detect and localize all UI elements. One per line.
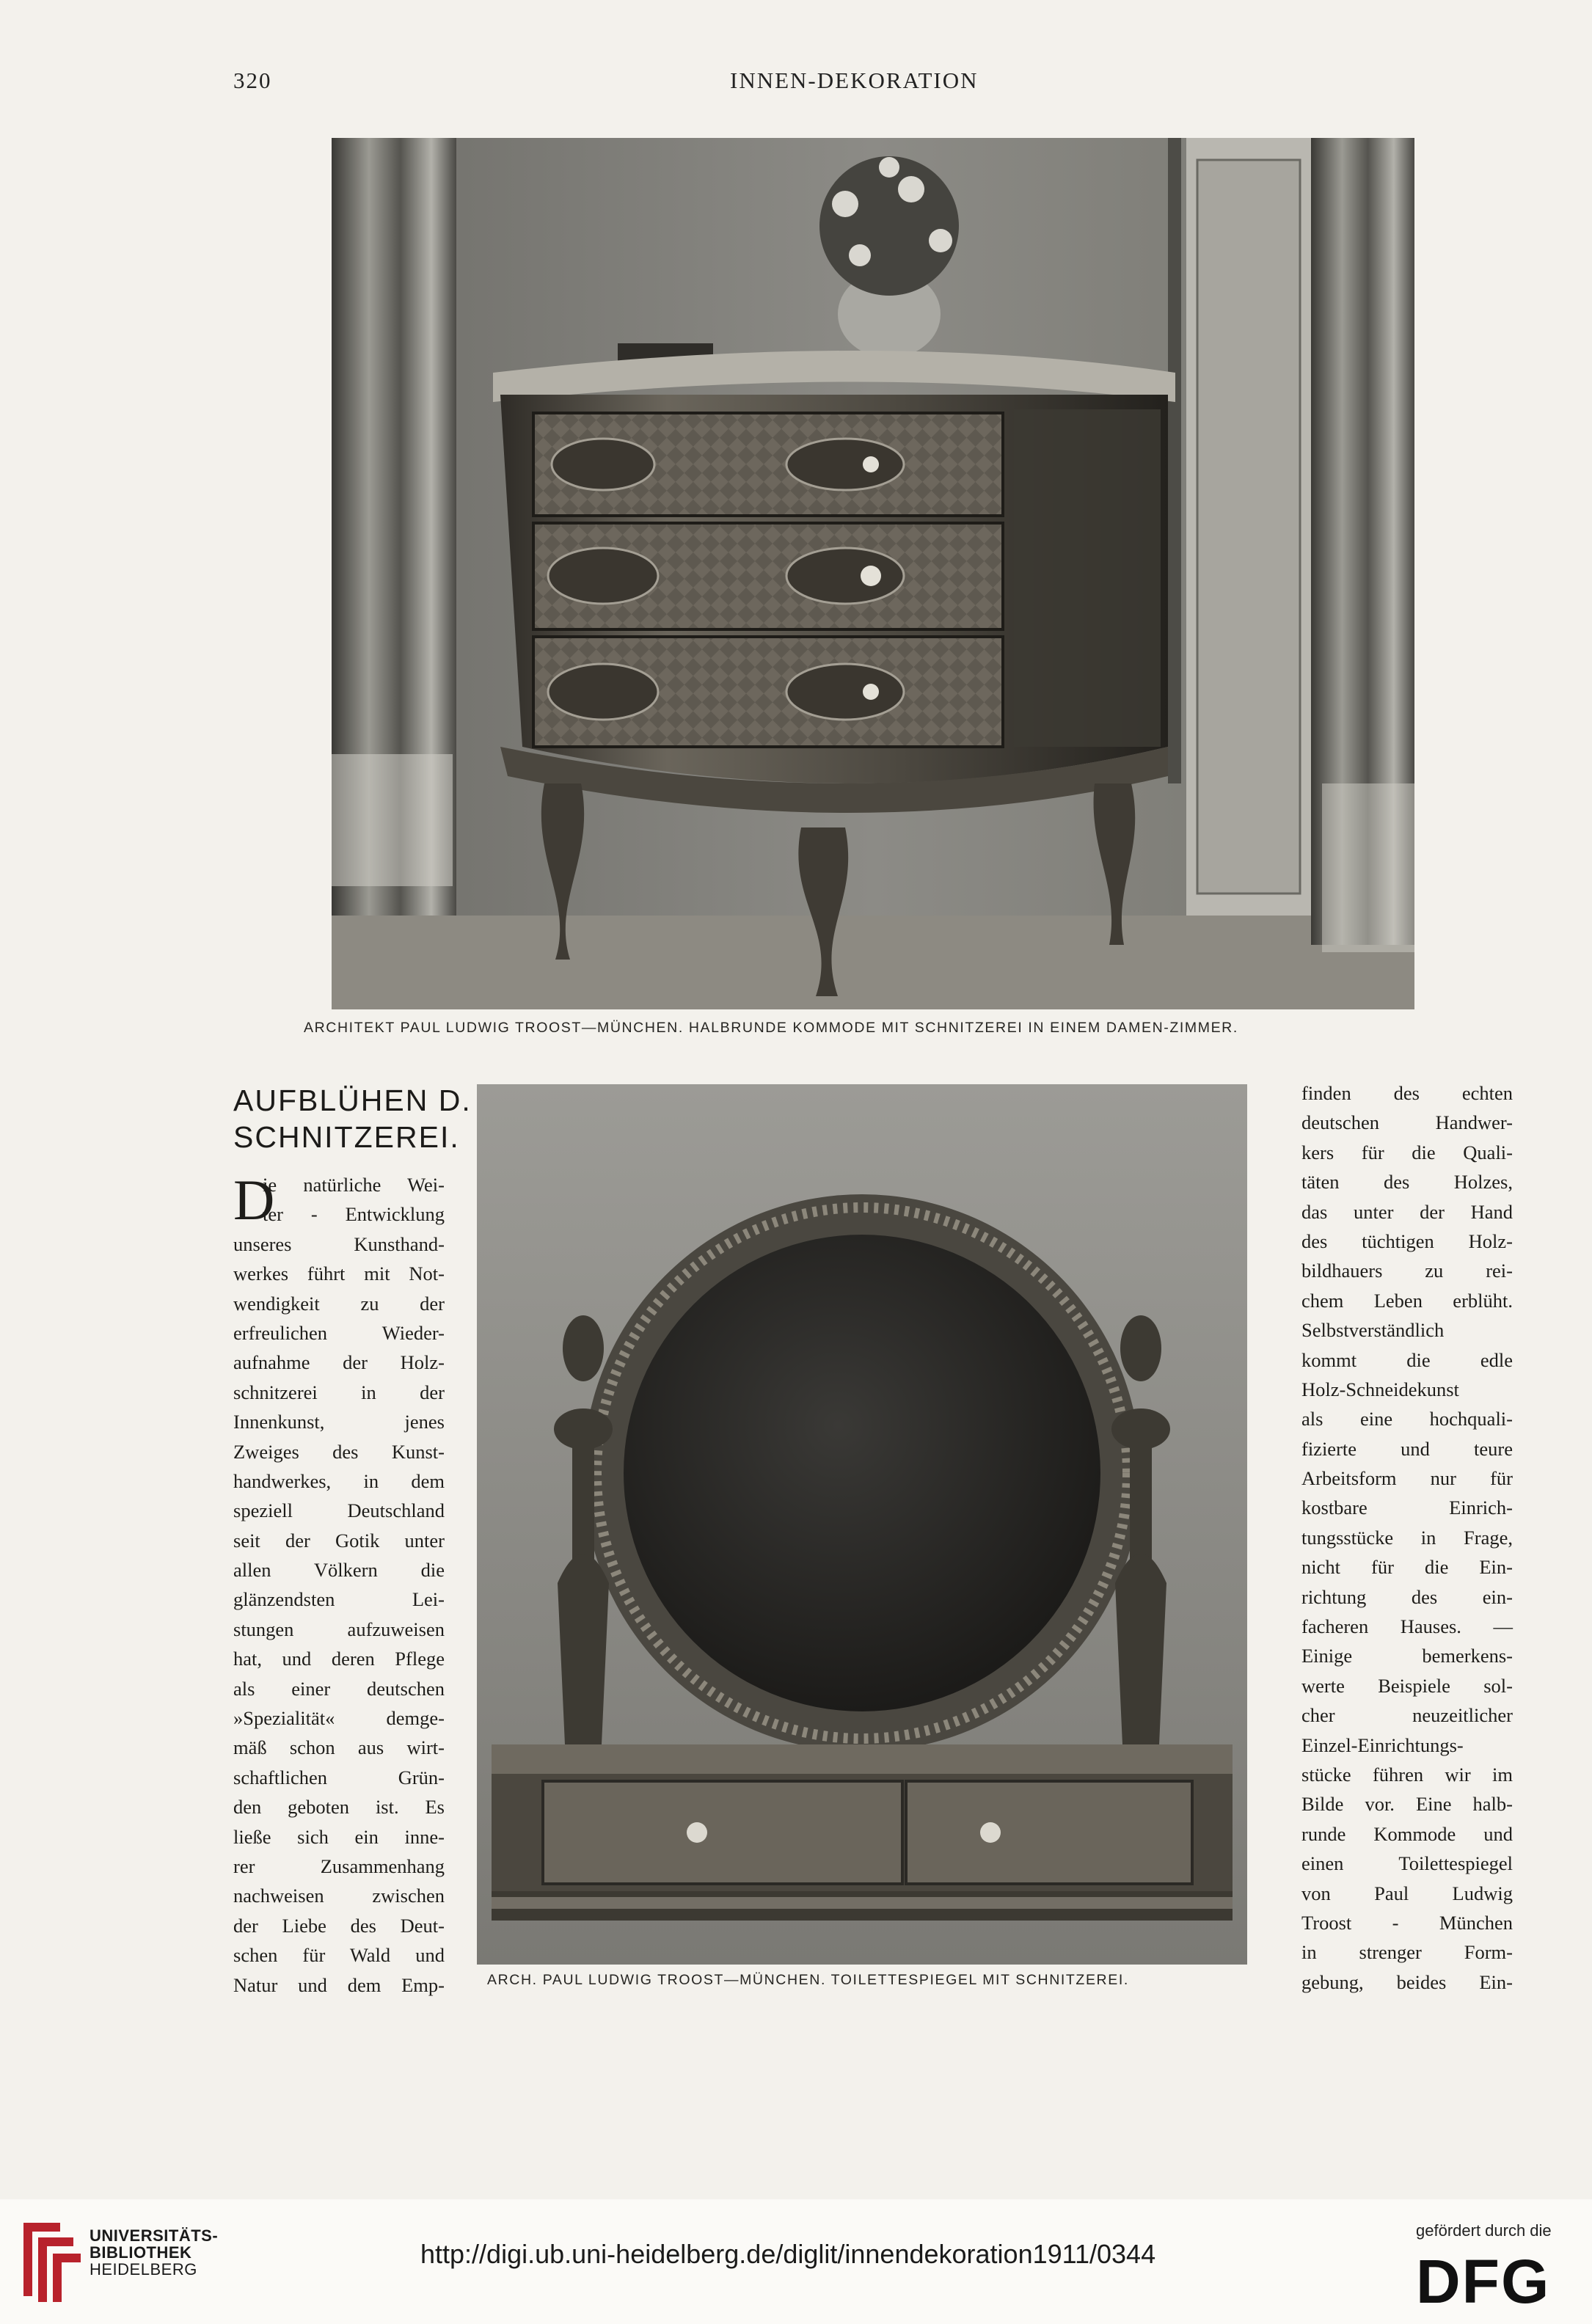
text-line: runde Kommode und (1301, 1822, 1513, 1845)
text-line: nachweisen zwischen (233, 1885, 445, 1907)
text-line: stücke führen wir im (1301, 1763, 1513, 1786)
text-line: erfreulichen Wieder- (233, 1321, 445, 1344)
text-line: kostbare Einrich- (1301, 1497, 1513, 1519)
left-column (233, 1170, 445, 2000)
top-figure-caption: ARCHITEKT PAUL LUDWIG TROOST—MÜNCHEN. HALBRUNDE KOMMODE MIT SCHNITZEREI IN EINEM DAMEN-ZIMMER. (304, 1020, 1238, 1036)
drop-cap: D (233, 1168, 275, 1232)
text-line: nicht für die Ein- (1301, 1556, 1513, 1579)
mirror-photo (477, 1084, 1247, 1965)
text-line: schen für Wald und (233, 1944, 445, 1967)
library-name (90, 2227, 218, 2278)
text-line: tungsstücke in Frage, (1301, 1526, 1513, 1549)
text-line: täten des Holzes, (1301, 1171, 1513, 1194)
text-line: chem Leben erblüht. (1301, 1289, 1513, 1312)
funding-note: gefördert durch die (1416, 2221, 1552, 2240)
text-line: cher neuzeitlicher (1301, 1704, 1513, 1727)
text-line: mäß schon aus wirt- (233, 1736, 445, 1759)
article-heading (233, 1082, 472, 1155)
text-line: finden des echten (1301, 1082, 1513, 1104)
text-line: einen Toilettespiegel (1301, 1852, 1513, 1875)
mirror-illustration (477, 1084, 1247, 1965)
text-line: schaftlichen Grün- (233, 1766, 445, 1788)
page-number: 320 (233, 67, 272, 93)
text-line: Troost - München (1301, 1911, 1513, 1934)
text-line: stungen aufzuweisen (233, 1618, 445, 1640)
text-line: in strenger Form- (1301, 1941, 1513, 1964)
text-line: speziell Deutschland (233, 1499, 445, 1522)
text-line: kers für die Quali- (1301, 1141, 1513, 1163)
text-line: werte Beispiele sol- (1301, 1674, 1513, 1697)
library-line: UNIVERSITÄTS- (90, 2226, 219, 2245)
text-line: »Spezialität« demge- (233, 1707, 445, 1730)
library-logo-icon (16, 2215, 82, 2303)
running-head: INNEN-DEKORATION (730, 67, 979, 93)
right-column (1301, 1078, 1513, 1997)
source-url[interactable]: http://digi.ub.uni-heidelberg.de/diglit/innendekoration1911/0344 (420, 2239, 1156, 2269)
text-line: ter - Entwicklung (263, 1203, 445, 1226)
text-line: das unter der Hand (1301, 1200, 1513, 1223)
text-line: fizierte und teure (1301, 1437, 1513, 1460)
text-line: handwerkes, in dem (233, 1469, 445, 1492)
text-line: als einer deutschen (233, 1677, 445, 1700)
text-line: hat, und deren Pflege (233, 1648, 445, 1670)
text-line: unseres Kunsthand- (233, 1232, 445, 1255)
text-line: schnitzerei in der (233, 1381, 445, 1403)
text-line: Einige bemerkens- (1301, 1645, 1513, 1667)
text-line: von Paul Ludwig (1301, 1882, 1513, 1904)
dfg-logo: DFG (1416, 2247, 1551, 2316)
text-line: Selbstverständlich (1301, 1319, 1445, 1342)
text-line: aufnahme der Holz- (233, 1351, 445, 1374)
library-line: BIBLIOTHEK (90, 2243, 192, 2262)
text-line: richtung des ein- (1301, 1585, 1513, 1608)
text-line: glänzendsten Lei- (233, 1588, 445, 1611)
text-line: werkes führt mit Not- (233, 1263, 445, 1285)
commode-illustration (332, 138, 1414, 1009)
library-line: HEIDELBERG (90, 2260, 197, 2279)
text-line: ließe sich ein inne- (233, 1825, 445, 1848)
text-line: facheren Hauses. — (1301, 1615, 1513, 1638)
text-line: gebung, beides Ein- (1301, 1970, 1513, 1993)
heading-line: AUFBLÜHEN D. (233, 1084, 472, 1117)
text-line: deutschen Handwer- (1301, 1111, 1513, 1134)
text-line: allen Völkern die (233, 1559, 445, 1582)
bottom-figure-caption: ARCH. PAUL LUDWIG TROOST—MÜNCHEN. TOILETTESPIEGEL MIT SCHNITZEREI. (487, 1972, 1129, 1988)
text-line: Zweiges des Kunst- (233, 1440, 445, 1463)
text-line: Einzel-Einrichtungs- (1301, 1733, 1464, 1756)
text-line: seit der Gotik unter (233, 1529, 445, 1552)
text-line: der Liebe des Deut- (233, 1914, 445, 1937)
heading-line: SCHNITZEREI. (233, 1120, 460, 1154)
text-line: Innenkunst, jenes (233, 1411, 445, 1433)
text-line: den geboten ist. Es (233, 1796, 445, 1819)
text-line: als eine hochquali- (1301, 1408, 1513, 1430)
text-line: Natur und dem Emp- (233, 1973, 445, 1996)
text-line: kommt die edle (1301, 1348, 1513, 1371)
text-line: Holz-Schneidekunst (1301, 1378, 1459, 1400)
commode-photo (332, 138, 1414, 1009)
text-line: ie natürliche Wei- (263, 1174, 445, 1196)
text-line: Bilde vor. Eine halb- (1301, 1793, 1513, 1816)
text-line: rer Zusammenhang (233, 1855, 445, 1877)
text-line: Arbeitsform nur für (1301, 1467, 1513, 1490)
text-line: des tüchtigen Holz- (1301, 1229, 1513, 1252)
text-line: bildhauers zu rei- (1301, 1260, 1513, 1282)
text-line: wendigkeit zu der (233, 1292, 445, 1315)
